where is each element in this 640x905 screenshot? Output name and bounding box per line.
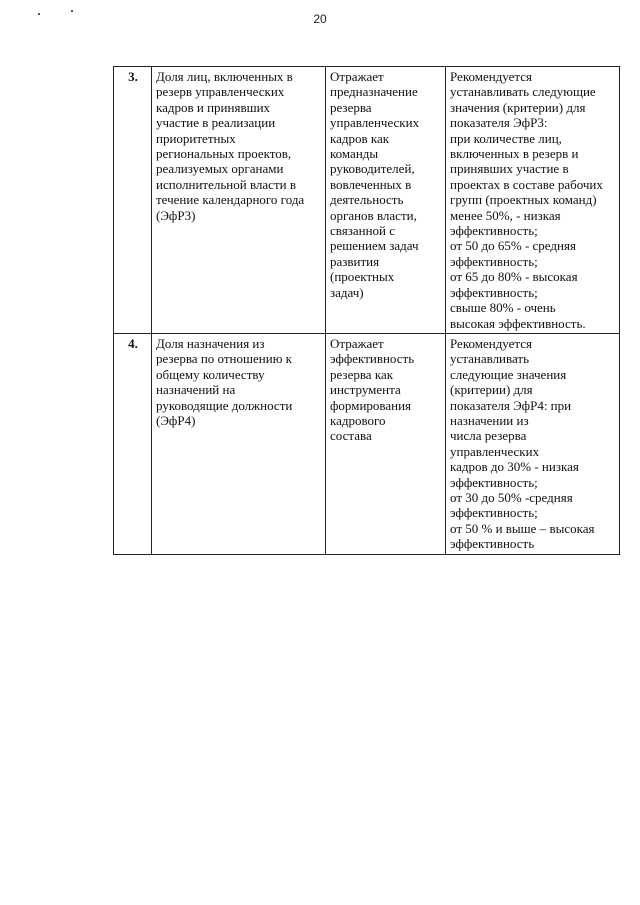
text-line: при количестве лиц, — [450, 130, 562, 146]
text-line: (проектных — [330, 269, 395, 285]
text-line: связанной с — [330, 223, 396, 239]
recommendation-cell — [446, 333, 620, 554]
text-line: назначений на — [156, 382, 236, 398]
text-line: от 50 до 65% - средняя — [450, 238, 576, 254]
text-line: Рекомендуется — [450, 69, 532, 84]
text-line: формирования — [330, 397, 412, 413]
table-row — [114, 333, 620, 554]
text-line: решением задач — [330, 238, 419, 254]
text-line: следующие значения — [450, 366, 567, 382]
text-line: вовлеченных в — [330, 176, 412, 192]
text-line: включенных в резерв и — [450, 146, 579, 162]
text-line: показателя ЭфР3: — [450, 115, 548, 131]
criteria-table — [113, 66, 620, 555]
page-number: 20 — [313, 12, 327, 26]
text-line: эффективность; — [450, 284, 538, 300]
table-row — [114, 67, 620, 334]
text-line: задач) — [330, 284, 364, 300]
indicator-description-cell — [326, 333, 446, 554]
text-line: (ЭфР3) — [156, 207, 196, 223]
text-line: руководителей, — [330, 161, 415, 177]
text-line: состава — [330, 428, 372, 444]
text-line: региональных проектов, — [156, 146, 292, 162]
text-line: назначении из — [450, 412, 529, 428]
text-line: эффективность — [450, 536, 535, 552]
text-line: кадров как — [330, 130, 390, 146]
text-line: управленческих — [330, 115, 420, 131]
text-line: устанавливать следующие — [450, 84, 596, 100]
text-line: показателя ЭфР4: при — [450, 397, 572, 413]
text-line: (ЭфР4) — [156, 412, 196, 428]
text-line: высокая эффективность. — [450, 315, 586, 331]
text-line: кадров и принявших — [156, 99, 271, 115]
text-line: эффективность; — [450, 505, 538, 521]
indicator-name-cell — [152, 67, 326, 334]
text-line: резерва как — [330, 366, 394, 382]
text-line: Отражает — [330, 69, 384, 84]
text-line: приоритетных — [156, 130, 236, 146]
text-line: развития — [330, 253, 380, 269]
text-line: органов власти, — [330, 207, 417, 223]
text-line: предназначение — [330, 84, 418, 100]
row-number: 4. — [114, 333, 152, 554]
text-line: значения (критерии) для — [450, 99, 586, 115]
text-line: эффективность — [330, 351, 415, 367]
text-line: эффективность; — [450, 253, 538, 269]
text-line: управленческих — [450, 443, 540, 459]
text-line: деятельность — [330, 192, 404, 208]
recommendation-cell — [446, 67, 620, 334]
text-line: резерв управленческих — [156, 84, 285, 100]
text-line: общему количеству — [156, 366, 265, 382]
text-line: течение календарного года — [156, 192, 305, 208]
text-line: кадров до 30% - низкая — [450, 459, 579, 475]
text-line: от 30 до 50% -средняя — [450, 489, 573, 505]
text-line: Отражает — [330, 335, 384, 351]
text-line: инструмента — [330, 382, 401, 398]
text-line: принявших участие в — [450, 161, 569, 177]
row-number: 3. — [114, 67, 152, 334]
text-line: участие в реализации — [156, 115, 276, 131]
text-line: от 65 до 80% - высокая — [450, 269, 578, 285]
text-line: Доля назначения из — [156, 335, 265, 351]
indicator-name-cell — [152, 333, 326, 554]
text-line: резерва по отношению к — [156, 351, 292, 367]
text-line: эффективность; — [450, 474, 538, 490]
text-line: Доля лиц, включенных в — [156, 69, 293, 84]
text-line: от 50 % и выше – высокая — [450, 520, 595, 536]
text-line: Рекомендуется — [450, 335, 532, 351]
text-line: групп (проектных команд) — [450, 192, 597, 208]
text-line: команды — [330, 146, 379, 162]
text-line: менее 50%, - низкая — [450, 207, 561, 223]
text-line: свыше 80% - очень — [450, 300, 556, 316]
text-line: устанавливать — [450, 351, 530, 367]
text-line: числа резерва — [450, 428, 527, 444]
text-line: проектах в составе рабочих — [450, 176, 603, 192]
text-line: эффективность; — [450, 223, 538, 239]
text-line: (критерии) для — [450, 382, 533, 398]
text-line: исполнительной власти в — [156, 176, 296, 192]
text-line: руководящие должности — [156, 397, 293, 413]
indicator-description-cell — [326, 67, 446, 334]
text-line: резерва — [330, 99, 372, 115]
text-line: реализуемых органами — [156, 161, 284, 177]
text-line: кадрового — [330, 412, 386, 428]
